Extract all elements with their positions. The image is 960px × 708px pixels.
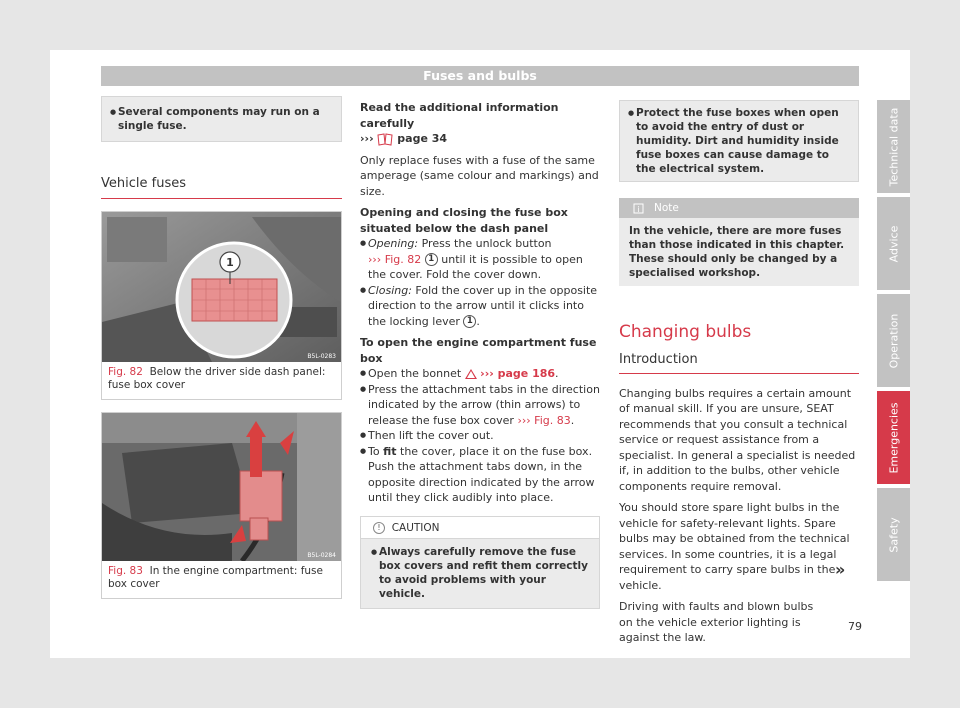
caution-body	[361, 539, 599, 608]
figure-number: Fig. 83	[108, 564, 143, 577]
page-186-link[interactable]: ››› page 186	[480, 367, 556, 380]
note-header	[619, 198, 859, 218]
fuse-box-cover-dash-image	[102, 212, 341, 362]
list-text: Open the bonnet	[368, 367, 462, 380]
callout-number-badge: 1	[463, 315, 476, 328]
subheading-engine-fuse-box: To open the engine compartment fuse box	[360, 336, 597, 365]
note-text: In the vehicle, there are more fuses than those indicated in this chapter. These should only be changed by a specialised workshop.	[619, 218, 859, 286]
figure-code: B5L-0283	[307, 352, 336, 360]
figure-caption-text: In the engine compartment: fuse box cover	[108, 564, 323, 590]
caution-title: CAUTION	[391, 521, 440, 534]
list-text: Press the attachment tabs in the direction indicated by the arrow (thin arrows) to release the fuse box cover	[368, 382, 600, 427]
fig-82-link-text: Fig. 82	[384, 252, 422, 266]
engine-fuse-box-image	[102, 413, 341, 561]
list-item	[360, 366, 600, 382]
opening-text-cont: until it is possible to open the cover. Fold the cover down.	[368, 252, 583, 281]
figure-82	[101, 211, 342, 400]
tab-label: Advice	[887, 225, 900, 262]
list-text: To	[368, 444, 380, 458]
caution-header	[361, 517, 599, 539]
book-warning-icon	[377, 133, 393, 146]
note-box	[619, 198, 859, 286]
note-title: Note	[654, 202, 679, 214]
list-item	[360, 236, 600, 283]
column-right	[619, 100, 859, 646]
figure-caption-text: Below the driver side dash panel: fuse box cover	[108, 365, 326, 391]
closing-label: Closing:	[368, 283, 412, 297]
callout-number: 1	[226, 255, 234, 269]
figure-code: B5L-0284	[307, 551, 336, 559]
tab-label: Operation	[887, 313, 900, 368]
fit-word: fit	[383, 444, 397, 458]
figure-82-caption	[102, 362, 341, 399]
callout-number-badge: 1	[425, 253, 438, 266]
warning-icon	[465, 369, 477, 379]
subheading-dash-fuse-box: Opening and closing the fuse box situated below the dash panel	[360, 206, 568, 235]
tab-label: Emergencies	[887, 401, 900, 474]
tab-label: Safety	[887, 516, 900, 553]
paragraph: Changing bulbs requires a certain amount of manual skill. If you are unsure, SEAT recommends that you consult a technical service or request assistance from a specialist. In general a specialist is needed if, in addition to the bulbs, other vehicle components require removal.	[619, 386, 856, 493]
caution-box	[360, 516, 600, 609]
tab-advice[interactable]	[877, 197, 910, 290]
arrow-glyph: ›››	[360, 132, 374, 145]
tab-operation[interactable]	[877, 294, 910, 387]
list-text-cont: the cover, place it on the fuse box. Push the attachment tabs down, in the opposite direction indicated by the arrow until they click audibly into place.	[368, 444, 595, 504]
list-item: ● Then lift the cover out.	[360, 428, 600, 444]
paragraph: Only replace fuses with a fuse of the same amperage (same colour and markings) and size.	[360, 153, 599, 198]
column-left	[101, 96, 342, 599]
fig-83-link-text: Fig. 83	[534, 413, 571, 427]
svg-text:i: i	[637, 204, 640, 214]
list-end: .	[570, 413, 575, 427]
list-item	[360, 382, 600, 429]
caution-icon: !	[373, 522, 385, 534]
section-title-changing-bulbs: Changing bulbs	[619, 322, 752, 342]
page-header: Fuses and bulbs	[101, 66, 859, 86]
note-icon	[633, 203, 644, 214]
tab-emergencies[interactable]	[877, 391, 910, 484]
info-bullet: ● Several components may run on a single fuse.	[110, 105, 333, 133]
figure-83-caption	[102, 561, 341, 598]
protect-text: ● Protect the fuse boxes when open to avoid the entry of dust or humidity. Dirt and humidity inside fuse boxes can cause damage to the electrical system.	[628, 106, 850, 176]
list-item	[360, 283, 600, 330]
paragraph: You should store spare light bulbs in the vehicle for safety-relevant lights. Spare bulbs may be obtained from the technical services. In some countries, it is a legal requirement to carry spare bulbs in the vehicle.	[619, 501, 850, 592]
section-title-vehicle-fuses: Vehicle fuses	[101, 176, 342, 199]
subsection-title-introduction: Introduction	[619, 352, 859, 374]
figure-number: Fig. 82	[108, 365, 143, 378]
opening-text: Press the unlock button	[421, 237, 552, 250]
closing-text: Fold the cover up in the opposite direction to the arrow until it clicks into the locking lever	[368, 283, 598, 328]
tab-technical-data[interactable]	[877, 100, 910, 193]
page-186-link-text: page 186	[497, 367, 556, 380]
caution-text: ● Always carefully remove the fuse box covers and refit them correctly to avoid problems with your vehicle.	[371, 545, 591, 601]
tab-label: Technical data	[887, 107, 900, 186]
read-more-note	[360, 100, 600, 147]
fig-83-link[interactable]: ››› Fig. 83	[517, 413, 571, 427]
paragraph: Driving with faults and blown bulbs on the vehicle exterior lighting is against the law.	[619, 600, 814, 644]
opening-label: Opening:	[368, 237, 419, 250]
list-end: .	[555, 367, 559, 380]
page-number: 79	[848, 620, 862, 633]
read-more-text: Read the additional information carefully	[360, 101, 559, 130]
figure-83	[101, 412, 342, 599]
info-box	[101, 96, 342, 142]
column-middle	[360, 100, 600, 609]
closing-end: .	[476, 314, 480, 328]
list-item	[360, 444, 600, 506]
tab-safety[interactable]	[877, 488, 910, 581]
continue-marker: »	[835, 560, 846, 579]
protect-box	[619, 100, 859, 182]
fig-82-link[interactable]: ››› Fig. 82	[368, 252, 422, 266]
page-ref-link[interactable]: page 34	[397, 132, 448, 145]
